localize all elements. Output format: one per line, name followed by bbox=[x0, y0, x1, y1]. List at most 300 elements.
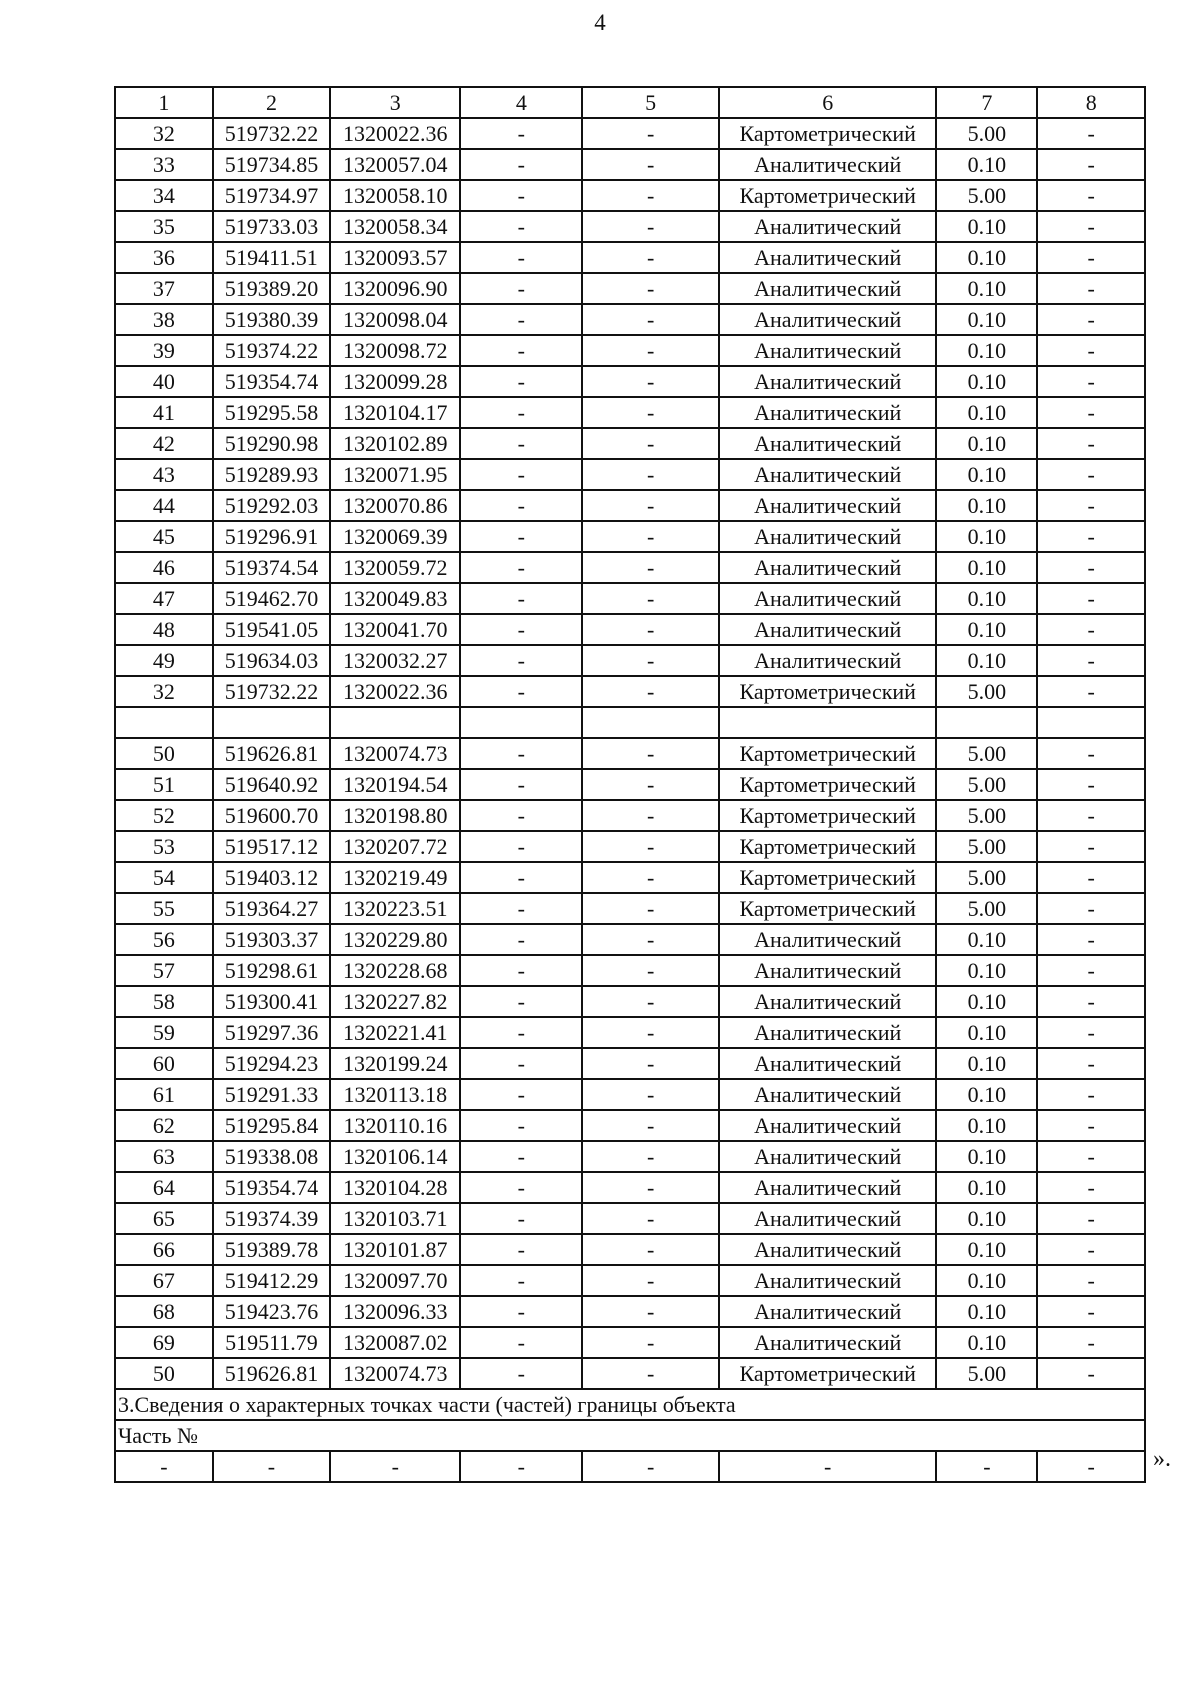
table-cell: - bbox=[1037, 1358, 1145, 1389]
table-cell: - bbox=[1037, 1048, 1145, 1079]
table-cell: 1320223.51 bbox=[330, 893, 460, 924]
table-cell: 5.00 bbox=[936, 738, 1037, 769]
table-cell: 0.10 bbox=[936, 986, 1037, 1017]
table-row bbox=[115, 149, 1145, 180]
table-cell: 32 bbox=[115, 118, 213, 149]
table-row bbox=[115, 1048, 1145, 1079]
table-cell: - bbox=[1037, 800, 1145, 831]
table-cell: 519389.78 bbox=[213, 1234, 330, 1265]
table-cell: - bbox=[460, 1265, 582, 1296]
table-row bbox=[115, 1358, 1145, 1389]
table-cell: 50 bbox=[115, 1358, 213, 1389]
table-cell: - bbox=[213, 1451, 330, 1482]
table-cell: 1320041.70 bbox=[330, 614, 460, 645]
table-cell: 1320071.95 bbox=[330, 459, 460, 490]
table-cell: 0.10 bbox=[936, 366, 1037, 397]
table-cell: 519294.23 bbox=[213, 1048, 330, 1079]
table-cell: - bbox=[1037, 614, 1145, 645]
table-cell: - bbox=[582, 831, 719, 862]
table-cell: - bbox=[460, 769, 582, 800]
table-cell: - bbox=[460, 1172, 582, 1203]
empty-cell bbox=[582, 707, 719, 738]
table-row bbox=[115, 614, 1145, 645]
table-cell: - bbox=[1037, 1141, 1145, 1172]
table-cell: Аналитический bbox=[719, 986, 936, 1017]
table-cell: - bbox=[460, 1451, 582, 1482]
closing-quote-mark: ». bbox=[1153, 1446, 1171, 1472]
table-cell: - bbox=[582, 955, 719, 986]
table-cell: - bbox=[460, 490, 582, 521]
table-cell: 1320059.72 bbox=[330, 552, 460, 583]
empty-cell bbox=[719, 707, 936, 738]
table-row bbox=[115, 1296, 1145, 1327]
table-cell: 36 bbox=[115, 242, 213, 273]
table-cell: 44 bbox=[115, 490, 213, 521]
table-cell: - bbox=[582, 1234, 719, 1265]
table-cell: 0.10 bbox=[936, 614, 1037, 645]
table-cell: Аналитический bbox=[719, 1079, 936, 1110]
table-cell: 53 bbox=[115, 831, 213, 862]
table-cell: 66 bbox=[115, 1234, 213, 1265]
table-row bbox=[115, 769, 1145, 800]
table-row bbox=[115, 1327, 1145, 1358]
table-cell: 519734.85 bbox=[213, 149, 330, 180]
table-cell: 49 bbox=[115, 645, 213, 676]
table-cell: - bbox=[582, 986, 719, 1017]
table-cell: 5 bbox=[582, 87, 719, 118]
table-cell: 35 bbox=[115, 211, 213, 242]
table-cell: 1320104.17 bbox=[330, 397, 460, 428]
table-row bbox=[115, 1234, 1145, 1265]
table-cell: - bbox=[1037, 1265, 1145, 1296]
table-cell: - bbox=[460, 1358, 582, 1389]
table-cell: 55 bbox=[115, 893, 213, 924]
table-cell: 0.10 bbox=[936, 242, 1037, 273]
section-title-row bbox=[115, 1389, 1145, 1420]
table-cell: 0.10 bbox=[936, 1296, 1037, 1327]
table-cell: - bbox=[582, 800, 719, 831]
table-row bbox=[115, 397, 1145, 428]
table-row bbox=[115, 211, 1145, 242]
table-cell: Аналитический bbox=[719, 1110, 936, 1141]
table-cell: 58 bbox=[115, 986, 213, 1017]
table-cell: Аналитический bbox=[719, 614, 936, 645]
table-cell: - bbox=[1037, 459, 1145, 490]
table-cell: 1320099.28 bbox=[330, 366, 460, 397]
table-cell: 519634.03 bbox=[213, 645, 330, 676]
table-cell: 7 bbox=[936, 87, 1037, 118]
empty-cell bbox=[1037, 707, 1145, 738]
table-cell: - bbox=[1037, 1327, 1145, 1358]
table-cell: 38 bbox=[115, 304, 213, 335]
table-cell: 519412.29 bbox=[213, 1265, 330, 1296]
table-cell: - bbox=[582, 552, 719, 583]
table-cell: 519403.12 bbox=[213, 862, 330, 893]
table-row bbox=[115, 273, 1145, 304]
table-cell: - bbox=[460, 552, 582, 583]
table-cell: 519354.74 bbox=[213, 366, 330, 397]
table-cell: 0.10 bbox=[936, 1017, 1037, 1048]
table-cell: Картометрический bbox=[719, 118, 936, 149]
table-cell: - bbox=[582, 1327, 719, 1358]
table-cell: - bbox=[1037, 893, 1145, 924]
part-label-row-text: Часть № bbox=[115, 1420, 1145, 1451]
table-cell: - bbox=[582, 1017, 719, 1048]
table-cell: - bbox=[582, 738, 719, 769]
table-cell: 68 bbox=[115, 1296, 213, 1327]
table-cell: 519292.03 bbox=[213, 490, 330, 521]
header-row bbox=[115, 87, 1145, 118]
table-cell: - bbox=[460, 1110, 582, 1141]
table-cell: 45 bbox=[115, 521, 213, 552]
table-cell: 0.10 bbox=[936, 955, 1037, 986]
table-cell: Аналитический bbox=[719, 304, 936, 335]
table-cell: - bbox=[1037, 1079, 1145, 1110]
table-row bbox=[115, 1079, 1145, 1110]
table-cell: 1320058.34 bbox=[330, 211, 460, 242]
table-cell: 4 bbox=[460, 87, 582, 118]
table-cell: 1320097.70 bbox=[330, 1265, 460, 1296]
empty-cell bbox=[936, 707, 1037, 738]
table-cell: 0.10 bbox=[936, 583, 1037, 614]
table-cell: 1320101.87 bbox=[330, 1234, 460, 1265]
table-cell: - bbox=[460, 1327, 582, 1358]
table-cell: 519734.97 bbox=[213, 180, 330, 211]
table-cell: Картометрический bbox=[719, 893, 936, 924]
table-cell: 47 bbox=[115, 583, 213, 614]
table-cell: 0.10 bbox=[936, 273, 1037, 304]
table-cell: - bbox=[1037, 242, 1145, 273]
table-cell: 41 bbox=[115, 397, 213, 428]
coordinates-table-body bbox=[115, 87, 1145, 1482]
table-cell: 50 bbox=[115, 738, 213, 769]
table-cell: 42 bbox=[115, 428, 213, 459]
table-cell: - bbox=[1037, 1017, 1145, 1048]
empty-cell bbox=[460, 707, 582, 738]
table-cell: - bbox=[460, 304, 582, 335]
table-cell: - bbox=[1037, 521, 1145, 552]
table-cell: - bbox=[460, 366, 582, 397]
table-cell: 0.10 bbox=[936, 1327, 1037, 1358]
table-cell: 519732.22 bbox=[213, 118, 330, 149]
table-cell: - bbox=[1037, 428, 1145, 459]
table-cell: 519338.08 bbox=[213, 1141, 330, 1172]
table-cell: Аналитический bbox=[719, 521, 936, 552]
table-cell: 519297.36 bbox=[213, 1017, 330, 1048]
table-cell: Аналитический bbox=[719, 1296, 936, 1327]
table-cell: 1320022.36 bbox=[330, 118, 460, 149]
table-cell: - bbox=[582, 862, 719, 893]
table-cell: 1320074.73 bbox=[330, 738, 460, 769]
table-cell: - bbox=[582, 645, 719, 676]
table-cell: 519374.22 bbox=[213, 335, 330, 366]
table-cell: 1320221.41 bbox=[330, 1017, 460, 1048]
separator-row bbox=[115, 707, 1145, 738]
page-number: 4 bbox=[594, 10, 606, 35]
table-cell: 519411.51 bbox=[213, 242, 330, 273]
empty-cell bbox=[330, 707, 460, 738]
table-row bbox=[115, 118, 1145, 149]
table-cell: 519303.37 bbox=[213, 924, 330, 955]
table-cell: - bbox=[460, 862, 582, 893]
table-cell: 519423.76 bbox=[213, 1296, 330, 1327]
table-cell: 39 bbox=[115, 335, 213, 366]
table-cell: - bbox=[1037, 1451, 1145, 1482]
table-row bbox=[115, 1141, 1145, 1172]
table-cell: 0.10 bbox=[936, 924, 1037, 955]
table-cell: 65 bbox=[115, 1203, 213, 1234]
table-row bbox=[115, 955, 1145, 986]
table-cell: 519511.79 bbox=[213, 1327, 330, 1358]
table-cell: 1320113.18 bbox=[330, 1079, 460, 1110]
table-cell: 1320219.49 bbox=[330, 862, 460, 893]
table-cell: - bbox=[582, 242, 719, 273]
table-cell: - bbox=[1037, 1203, 1145, 1234]
table-row bbox=[115, 180, 1145, 211]
table-cell: - bbox=[582, 335, 719, 366]
table-cell: 64 bbox=[115, 1172, 213, 1203]
table-cell: 1320098.72 bbox=[330, 335, 460, 366]
table-cell: 0.10 bbox=[936, 1265, 1037, 1296]
table-cell: 0.10 bbox=[936, 1234, 1037, 1265]
table-cell: - bbox=[1037, 490, 1145, 521]
table-cell: - bbox=[460, 1141, 582, 1172]
table-cell: - bbox=[1037, 1296, 1145, 1327]
table-cell: Аналитический bbox=[719, 273, 936, 304]
table-cell: - bbox=[582, 490, 719, 521]
table-cell: 519289.93 bbox=[213, 459, 330, 490]
table-cell: 519290.98 bbox=[213, 428, 330, 459]
part-label-row bbox=[115, 1420, 1145, 1451]
table-cell: - bbox=[460, 831, 582, 862]
table-cell: 69 bbox=[115, 1327, 213, 1358]
table-cell: 0.10 bbox=[936, 1172, 1037, 1203]
table-row bbox=[115, 428, 1145, 459]
table-cell: Аналитический bbox=[719, 490, 936, 521]
section-title-row-text: 3.Сведения о характерных точках части (частей) границы объекта bbox=[115, 1389, 1145, 1420]
table-cell: 1 bbox=[115, 87, 213, 118]
table-row bbox=[115, 552, 1145, 583]
table-cell: Картометрический bbox=[719, 769, 936, 800]
table-cell: - bbox=[1037, 924, 1145, 955]
table-cell: 5.00 bbox=[936, 893, 1037, 924]
table-cell: 0.10 bbox=[936, 521, 1037, 552]
table-cell: Аналитический bbox=[719, 955, 936, 986]
table-cell: - bbox=[460, 149, 582, 180]
table-cell: - bbox=[1037, 986, 1145, 1017]
table-cell: 0.10 bbox=[936, 490, 1037, 521]
table-cell: 1320098.04 bbox=[330, 304, 460, 335]
table-cell: 1320022.36 bbox=[330, 676, 460, 707]
table-cell: 5.00 bbox=[936, 180, 1037, 211]
table-cell: 0.10 bbox=[936, 1141, 1037, 1172]
table-cell: - bbox=[460, 428, 582, 459]
table-cell: - bbox=[1037, 118, 1145, 149]
table-cell: - bbox=[460, 645, 582, 676]
table-cell: - bbox=[582, 304, 719, 335]
table-cell: - bbox=[1037, 211, 1145, 242]
table-cell: 54 bbox=[115, 862, 213, 893]
table-cell: 5.00 bbox=[936, 1358, 1037, 1389]
table-row bbox=[115, 986, 1145, 1017]
table-row bbox=[115, 645, 1145, 676]
table-cell: - bbox=[1037, 366, 1145, 397]
table-cell: - bbox=[582, 1265, 719, 1296]
table-cell: 61 bbox=[115, 1079, 213, 1110]
table-cell: 5.00 bbox=[936, 676, 1037, 707]
table-cell: - bbox=[582, 118, 719, 149]
table-cell: - bbox=[582, 676, 719, 707]
table-cell: 1320103.71 bbox=[330, 1203, 460, 1234]
table-cell: Аналитический bbox=[719, 459, 936, 490]
table-cell: 43 bbox=[115, 459, 213, 490]
table-cell: Аналитический bbox=[719, 149, 936, 180]
table-cell: 519295.58 bbox=[213, 397, 330, 428]
coordinates-table bbox=[114, 86, 1146, 1483]
table-row bbox=[115, 1110, 1145, 1141]
table-cell: Аналитический bbox=[719, 1203, 936, 1234]
table-cell: Аналитический bbox=[719, 1327, 936, 1358]
table-cell: - bbox=[460, 397, 582, 428]
table-cell: 1320087.02 bbox=[330, 1327, 460, 1358]
table-cell: 0.10 bbox=[936, 1079, 1037, 1110]
table-cell: 519380.39 bbox=[213, 304, 330, 335]
table-cell: - bbox=[582, 366, 719, 397]
table-cell: 60 bbox=[115, 1048, 213, 1079]
table-cell: 34 bbox=[115, 180, 213, 211]
table-cell: - bbox=[460, 1017, 582, 1048]
table-cell: Аналитический bbox=[719, 242, 936, 273]
table-cell: Аналитический bbox=[719, 583, 936, 614]
table-cell: - bbox=[1037, 676, 1145, 707]
table-cell: - bbox=[936, 1451, 1037, 1482]
table-cell: 519640.92 bbox=[213, 769, 330, 800]
table-cell: 519364.27 bbox=[213, 893, 330, 924]
table-cell: - bbox=[460, 893, 582, 924]
table-cell: - bbox=[582, 1048, 719, 1079]
table-cell: 519374.39 bbox=[213, 1203, 330, 1234]
table-cell: 0.10 bbox=[936, 645, 1037, 676]
table-cell: - bbox=[1037, 397, 1145, 428]
table-row bbox=[115, 738, 1145, 769]
table-cell: 519626.81 bbox=[213, 1358, 330, 1389]
table-cell: Аналитический bbox=[719, 552, 936, 583]
table-cell: - bbox=[1037, 583, 1145, 614]
table-cell: 32 bbox=[115, 676, 213, 707]
table-cell: Картометрический bbox=[719, 676, 936, 707]
table-cell: 48 bbox=[115, 614, 213, 645]
table-cell: - bbox=[582, 1172, 719, 1203]
table-cell: 8 bbox=[1037, 87, 1145, 118]
table-cell: - bbox=[582, 1203, 719, 1234]
table-cell: - bbox=[582, 149, 719, 180]
table-cell: - bbox=[1037, 645, 1145, 676]
table-cell: - bbox=[1037, 1110, 1145, 1141]
table-cell: 519295.84 bbox=[213, 1110, 330, 1141]
table-cell: - bbox=[1037, 552, 1145, 583]
table-row bbox=[115, 831, 1145, 862]
table-cell: - bbox=[582, 273, 719, 304]
final-row bbox=[115, 1451, 1145, 1482]
table-cell: 1320032.27 bbox=[330, 645, 460, 676]
table-cell: - bbox=[1037, 862, 1145, 893]
table-cell: Аналитический bbox=[719, 924, 936, 955]
table-cell: - bbox=[1037, 1172, 1145, 1203]
table-cell: - bbox=[582, 614, 719, 645]
table-cell: 0.10 bbox=[936, 397, 1037, 428]
table-cell: - bbox=[582, 1358, 719, 1389]
table-cell: - bbox=[460, 738, 582, 769]
table-cell: 0.10 bbox=[936, 459, 1037, 490]
table-cell: Аналитический bbox=[719, 397, 936, 428]
table-cell: 5.00 bbox=[936, 862, 1037, 893]
table-cell: Аналитический bbox=[719, 428, 936, 459]
table-cell: 0.10 bbox=[936, 304, 1037, 335]
table-cell: 1320106.14 bbox=[330, 1141, 460, 1172]
table-cell: 52 bbox=[115, 800, 213, 831]
table-cell: Картометрический bbox=[719, 738, 936, 769]
table-cell: 1320049.83 bbox=[330, 583, 460, 614]
table-cell: Аналитический bbox=[719, 335, 936, 366]
table-cell: - bbox=[460, 1203, 582, 1234]
table-cell: 1320074.73 bbox=[330, 1358, 460, 1389]
table-cell: 1320199.24 bbox=[330, 1048, 460, 1079]
table-cell: Аналитический bbox=[719, 1172, 936, 1203]
table-cell: - bbox=[460, 583, 582, 614]
table-cell: Аналитический bbox=[719, 1265, 936, 1296]
table-cell: - bbox=[460, 521, 582, 552]
table-cell: - bbox=[582, 583, 719, 614]
table-cell: - bbox=[582, 1451, 719, 1482]
table-row bbox=[115, 242, 1145, 273]
table-cell: 519462.70 bbox=[213, 583, 330, 614]
table-row bbox=[115, 1203, 1145, 1234]
table-cell: 0.10 bbox=[936, 552, 1037, 583]
table-row bbox=[115, 335, 1145, 366]
table-cell: Аналитический bbox=[719, 366, 936, 397]
table-cell: - bbox=[460, 1048, 582, 1079]
table-cell: 0.10 bbox=[936, 335, 1037, 366]
table-cell: 46 bbox=[115, 552, 213, 583]
table-cell: 519374.54 bbox=[213, 552, 330, 583]
table-cell: - bbox=[460, 180, 582, 211]
table-row bbox=[115, 924, 1145, 955]
table-cell: Аналитический bbox=[719, 1017, 936, 1048]
table-cell: 1320096.33 bbox=[330, 1296, 460, 1327]
table-cell: Аналитический bbox=[719, 211, 936, 242]
table-cell: - bbox=[460, 676, 582, 707]
table-cell: Аналитический bbox=[719, 1141, 936, 1172]
table-cell: Аналитический bbox=[719, 1048, 936, 1079]
table-cell: - bbox=[1037, 335, 1145, 366]
table-cell: - bbox=[460, 986, 582, 1017]
table-row bbox=[115, 1172, 1145, 1203]
table-cell: 33 bbox=[115, 149, 213, 180]
table-cell: - bbox=[1037, 769, 1145, 800]
table-cell: 519600.70 bbox=[213, 800, 330, 831]
table-row bbox=[115, 862, 1145, 893]
table-cell: - bbox=[582, 428, 719, 459]
table-cell: - bbox=[1037, 180, 1145, 211]
table-cell: 5.00 bbox=[936, 800, 1037, 831]
table-row bbox=[115, 490, 1145, 521]
table-cell: Аналитический bbox=[719, 645, 936, 676]
table-cell: 1320110.16 bbox=[330, 1110, 460, 1141]
table-cell: - bbox=[460, 955, 582, 986]
table-cell: Картометрический bbox=[719, 862, 936, 893]
table-cell: - bbox=[582, 397, 719, 428]
table-cell: 2 bbox=[213, 87, 330, 118]
